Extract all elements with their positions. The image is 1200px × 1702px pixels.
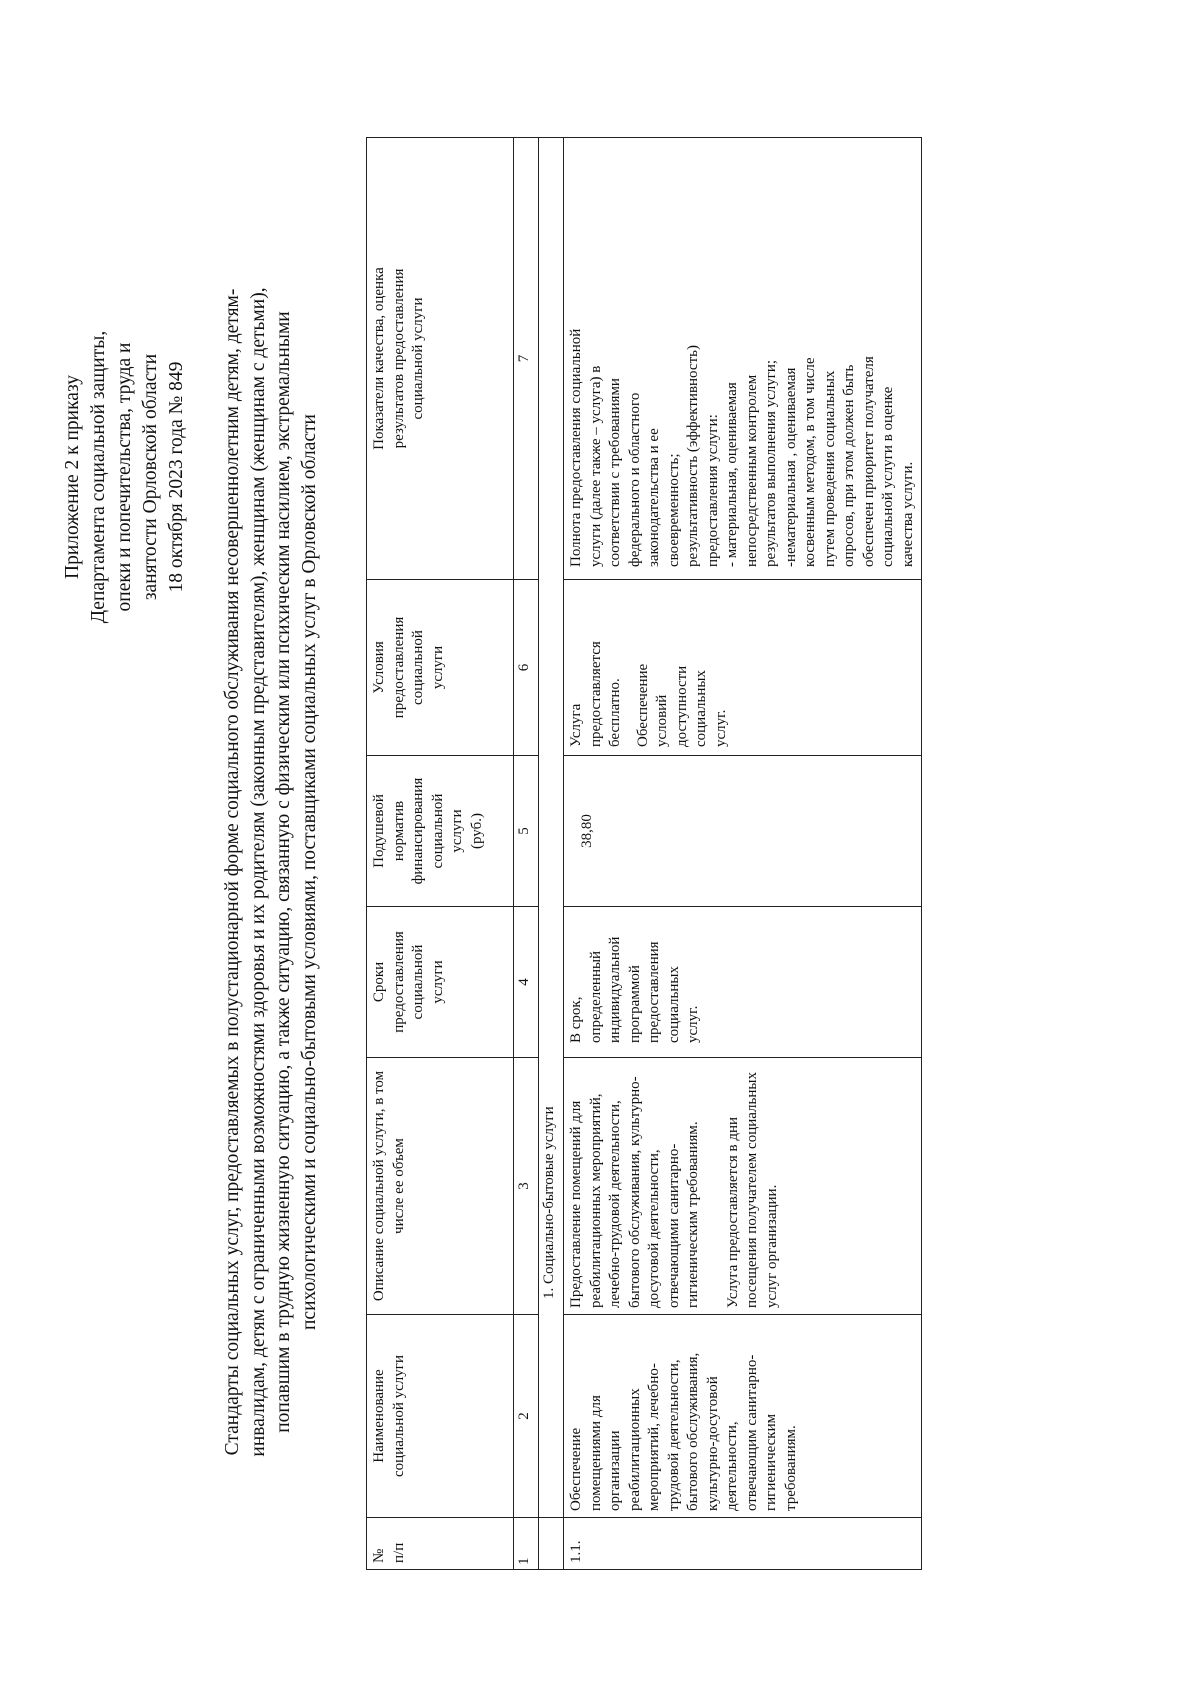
column-number: 4 <box>514 907 539 1058</box>
header-number: № п/п <box>367 1518 514 1570</box>
description-paragraph: Предоставление помещений для реабилитационных мероприятий, лечебно-трудовой деятельности, бытового обслуживания, культурно- досуговой деятельности, отвечающими санитарно- гигиеническим требованиям. <box>568 1076 701 1308</box>
column-number: 2 <box>514 1315 539 1518</box>
header-service-name: Наименование социальной услуги <box>367 1315 514 1518</box>
header-description: Описание социальной услуги, в том числе ее объем <box>367 1058 514 1315</box>
column-number: 1 <box>514 1518 539 1570</box>
header-norm: Подушевой норматив финансирования социальной услуги (руб.) <box>367 756 514 907</box>
header-quality: Показатели качества, оценка результатов предоставления социальной услуги <box>367 138 514 580</box>
table-row <box>564 138 922 1570</box>
appendix-block <box>60 257 190 697</box>
header-terms: Сроки предоставления социальной услуги <box>367 907 514 1058</box>
description-paragraph: Услуга предоставляется в дни посещения получателем социальных услуг организации. <box>724 1072 780 1308</box>
column-number: 7 <box>514 138 539 580</box>
header-row <box>367 138 514 1570</box>
section-title <box>539 138 564 1518</box>
standards-table <box>366 137 922 1570</box>
description-cell <box>564 1058 922 1315</box>
appendix-line: опеки и попечительства, труда и <box>114 342 135 612</box>
section-title-text: 1. Социально-бытовые услуги <box>541 1106 557 1299</box>
conditions-cell <box>564 580 922 756</box>
section-spacer <box>539 1518 564 1570</box>
quality-cell: Полнота предоставления социальной услуги (далее также – услуга) в соответствии с требованиями федерального и областного законодательства и ее своевременность; результативность (эффективность) предоставления услуги: - материальная, оцениваемая непосредственным контролем результатов выполнения услуги; -нематериальная , оцениваемая косвенным методом, в том числе путем проведения социальных опросов, при этом должен быть обеспечен приоритет получателя социальной услуги в оценке качества услуги. <box>564 138 922 580</box>
service-name-cell: Обеспечение помещениями для организации реабилитационных мероприятий, лечебно- трудовой деятельности, бытового обслуживания, культурно-досуговой деятельности, отвечающим санитарно- гигиеническим требованиям. <box>564 1315 922 1518</box>
header-conditions: Условия предоставления социальной услуги <box>367 580 514 756</box>
column-number: 6 <box>514 580 539 756</box>
appendix-line: Департамента социальной защиты, <box>88 330 109 624</box>
conditions-paragraph: Услуга предоставляется бесплатно. <box>568 641 623 747</box>
conditions-paragraph: Обеспечение условий доступности социальных услуг. <box>634 663 729 747</box>
section-row <box>539 138 564 1570</box>
title-line: инвалидам, детям с ограниченными возможностями здоровья и их родителям (законным представителям), женщинам (женщинам с детьми), <box>247 287 269 1457</box>
title-line: психологическими и социально-бытовыми условиями, поставщиками социальных услуг в Орловской области <box>298 414 320 1330</box>
appendix-line: занятости Орловской области <box>140 353 161 601</box>
appendix-line: Приложение 2 к приказу <box>62 375 83 580</box>
column-number: 5 <box>514 756 539 907</box>
norm-cell: 38,80 <box>564 756 922 907</box>
title-line: Стандарты социальных услуг, предоставляемых в полустационарной форме социального обслуживания несовершеннолетним детям, детям- <box>222 288 243 1456</box>
document-title <box>220 142 322 1602</box>
row-number: 1.1. <box>564 1518 922 1570</box>
column-number-row <box>514 138 539 1570</box>
title-line: попавшим в трудную жизненную ситуацию, а также ситуацию, связанную с физическим или психическим насилием, экстремальными <box>273 311 294 1433</box>
column-number: 3 <box>514 1058 539 1315</box>
term-cell: В срок, определенный индивидуальной программой предоставления социальных услуг. <box>564 907 922 1058</box>
appendix-line: 18 октября 2023 года № 849 <box>166 361 187 593</box>
